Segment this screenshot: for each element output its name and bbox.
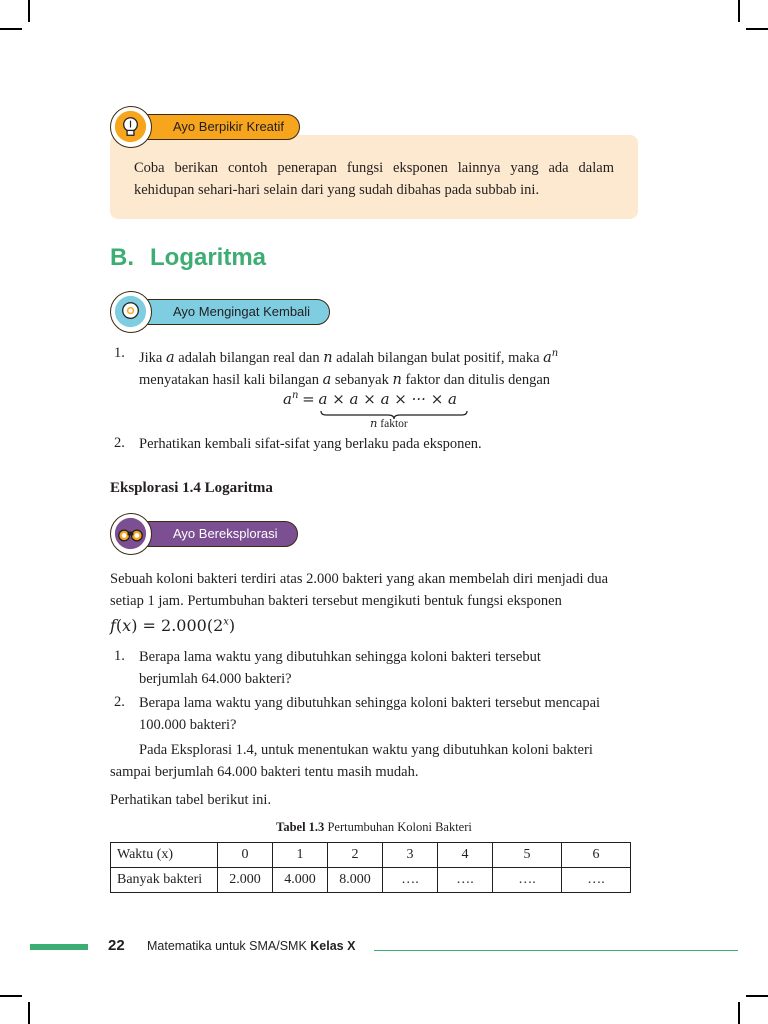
footer-book-title (147, 939, 355, 953)
table-cell: 5 (493, 843, 562, 868)
table-cell: 4 (438, 843, 493, 868)
crop-mark (0, 995, 22, 997)
footer-book-text: Matematika untuk SMA/SMK (147, 939, 311, 953)
math-var: n (323, 349, 333, 366)
question-2-line1: Berapa lama waktu yang dibutuhkan sehingga koloni bakteri tersebut mencapai (139, 695, 601, 711)
table-caption-text: Pertumbuhan Koloni Bakteri (324, 820, 472, 834)
exploration-heading: Eksplorasi 1.4 Logaritma (110, 480, 273, 496)
crop-mark (746, 28, 768, 30)
table-cell: …. (438, 868, 493, 893)
text: menyatakan hasil kali bilangan (139, 371, 323, 388)
table-cell: 4.000 (273, 868, 328, 893)
math-var: n (370, 416, 378, 430)
footer-book-class: Kelas X (310, 939, 356, 953)
text: adalah bilangan bulat positif, maka (332, 349, 544, 366)
recall-badge-label: Ayo Mengingat Kembali (173, 304, 311, 319)
creative-badge (128, 114, 300, 140)
exploration-badge (128, 521, 298, 547)
exploration-intro-line1: Sebuah koloni bakteri terdiri atas 2.000 bakteri yang akan membelah diri menjadi dua (110, 571, 609, 587)
crop-mark (28, 0, 30, 22)
page-number: 22 (108, 937, 125, 954)
footer-rule (374, 950, 738, 951)
recall-badge (128, 299, 330, 325)
list-number: 1. (114, 648, 125, 664)
crop-mark (28, 1002, 30, 1024)
table-cell: 2 (328, 843, 383, 868)
math-exp: n (551, 348, 559, 359)
recall-item-1 (139, 343, 639, 391)
math-var: a (543, 349, 552, 366)
table-cell: 8.000 (328, 868, 383, 893)
text: sebanyak (331, 371, 393, 388)
exploration-badge-label: Ayo Bereksplorasi (173, 526, 278, 541)
math-text: = 2.000(2 (137, 616, 224, 635)
table-row (111, 843, 631, 868)
crop-mark (738, 0, 740, 22)
exploration-intro-line2: setiap 1 jam. Pertumbuhan bakteri tersebut mengikuti bentuk fungsi eksponen (110, 593, 562, 609)
table-cell: 6 (562, 843, 631, 868)
text: faktor (380, 418, 408, 430)
exponent-formula (283, 390, 457, 409)
math-product: a × a × a × ··· × a (318, 390, 457, 408)
paragraph-line1: Pada Eksplorasi 1.4, untuk menentukan waktu yang dibutuhkan koloni bakteri (139, 742, 593, 758)
math-exp: x (223, 616, 229, 628)
table-cell: 0 (218, 843, 273, 868)
math-var: a (165, 349, 175, 366)
footer-accent-bar (30, 944, 88, 950)
math-var: a (283, 390, 292, 408)
table-header-cell: Waktu (x) (111, 843, 218, 868)
question-1-line1: Berapa lama waktu yang dibutuhkan sehingga koloni bakteri tersebut (139, 649, 541, 665)
math-var: x (122, 616, 132, 635)
question-1-line2: berjumlah 64.000 bakteri? (139, 671, 292, 687)
text: adalah bilangan real dan (174, 349, 324, 366)
brain-head-icon (110, 291, 152, 333)
list-number: 1. (114, 345, 125, 361)
math-var: f (110, 616, 116, 635)
creative-badge-label: Ayo Berpikir Kreatif (173, 119, 285, 134)
crop-mark (746, 995, 768, 997)
math-exp: n (291, 390, 299, 401)
exponential-function: $f(x) = 2.000(2^x)$ (110, 616, 236, 635)
list-number: 2. (114, 435, 125, 451)
table-cell: …. (562, 868, 631, 893)
math-eq: = (302, 390, 315, 408)
math-text: ) (228, 616, 236, 635)
section-title (110, 244, 266, 272)
paragraph-line2: sampai berjumlah 64.000 bakteri tentu masih mudah. (110, 764, 419, 780)
paragraph-table-intro: Perhatikan tabel berikut ini. (110, 792, 272, 808)
text: faktor dan ditulis dengan (401, 371, 550, 388)
bacteria-table (110, 842, 631, 893)
table-cell: …. (383, 868, 438, 893)
creative-text: Coba berikan contoh penerapan fungsi eksponen lainnya yang ada dalam kehidupan sehari-hari selain dari yang sudah dibahas pada subbab ini. (134, 160, 614, 198)
brace-label (370, 416, 408, 430)
table-row (111, 868, 631, 893)
section-letter: B. (110, 244, 134, 271)
table-header-cell: Banyak bakteri (111, 868, 218, 893)
math-var: a (322, 371, 332, 388)
binoculars-icon (110, 513, 152, 555)
crop-mark (0, 28, 22, 30)
table-cell: 3 (383, 843, 438, 868)
lightbulb-head-icon (110, 106, 152, 148)
section-title-text: Logaritma (150, 244, 267, 271)
question-2-line2: 100.000 bakteri? (139, 717, 237, 733)
crop-mark (738, 1002, 740, 1024)
table-caption (110, 820, 638, 835)
list-number: 2. (114, 694, 125, 710)
table-caption-number: Tabel 1.3 (276, 820, 325, 834)
math-var: n (392, 371, 402, 388)
text: Jika (139, 349, 166, 366)
table-cell: …. (493, 868, 562, 893)
table-cell: 2.000 (218, 868, 273, 893)
recall-item-2: Perhatikan kembali sifat-sifat yang berlaku pada eksponen. (139, 436, 482, 452)
table-cell: 1 (273, 843, 328, 868)
